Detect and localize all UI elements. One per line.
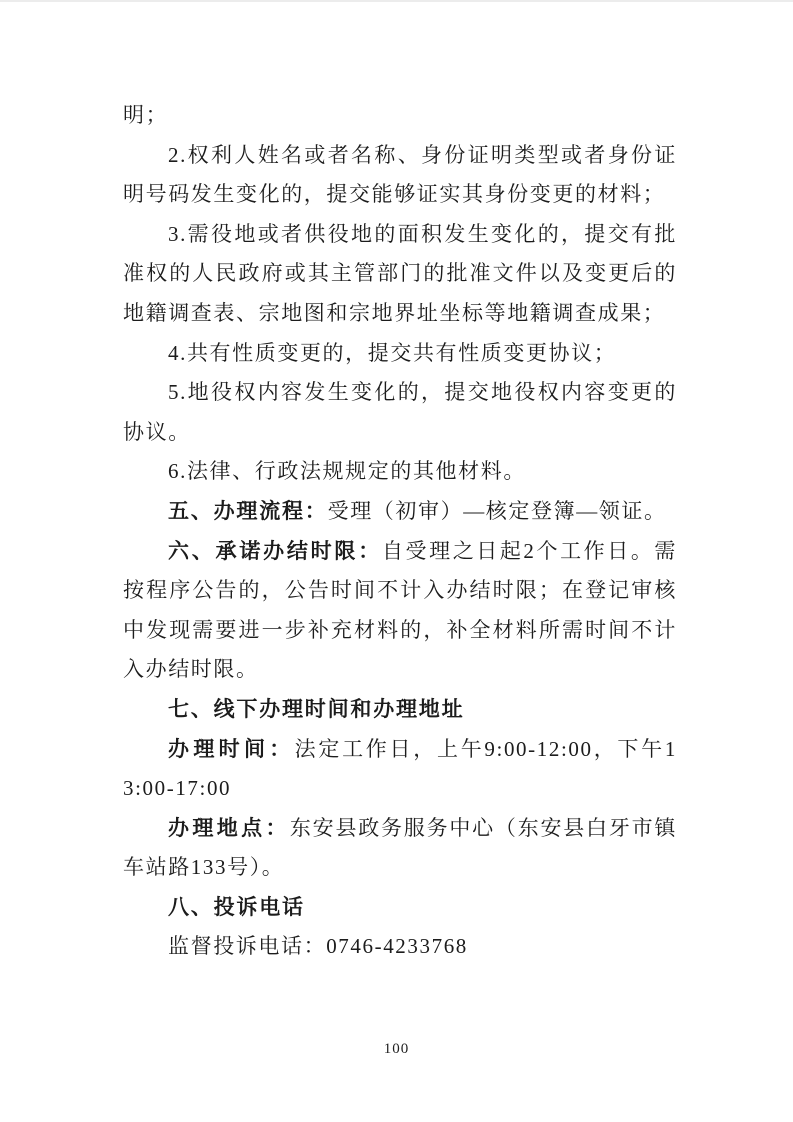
text-segment-normal: 2.权利人姓名或者名称、身份证明类型或者身份证明号码发生变化的，提交能够证实其身份变更的材料； xyxy=(123,142,677,207)
text-segment-normal: 3.需役地或者供役地的面积发生变化的，提交有批准权的人民政府或其主管部门的批准文件以及变更后的地籍调查表、宗地图和宗地界址坐标等地籍调查成果； xyxy=(123,221,677,325)
paragraph xyxy=(123,136,677,215)
text-segment-label: 办理地点： xyxy=(168,815,290,840)
text-segment-normal: 法定工作日，上午9:00-12:00，下午13:00-17:00 xyxy=(123,736,677,801)
text-segment-normal: 受理（初审）—核定登簿—领证。 xyxy=(327,498,667,523)
text-segment-normal: 4.共有性质变更的，提交共有性质变更协议； xyxy=(168,340,617,365)
paragraph xyxy=(123,927,677,967)
text-segment-label: 办理时间： xyxy=(168,736,295,761)
text-segment-normal: 明； xyxy=(123,103,169,127)
text-segment-heading: 七、线下办理时间和办理地址 xyxy=(168,697,465,721)
document-body xyxy=(123,96,677,967)
paragraph xyxy=(123,215,677,334)
paragraph xyxy=(123,690,677,730)
paragraph xyxy=(123,730,677,809)
text-segment-heading: 八、投诉电话 xyxy=(168,895,305,919)
paragraph xyxy=(123,96,677,136)
paragraph xyxy=(123,452,677,492)
text-segment-normal: 东安县政务服务中心（东安县白牙市镇车站路133号）。 xyxy=(123,815,677,880)
text-segment-normal: 监督投诉电话：0746-4233768 xyxy=(168,934,468,959)
paragraph xyxy=(123,334,677,374)
paragraph xyxy=(123,373,677,452)
page-number: 100 xyxy=(383,1041,410,1057)
text-segment-normal: 自受理之日起2个工作日。需按程序公告的，公告时间不计入办结时限；在登记审核中发现需要进一步补充材料的，补全材料所需时间不计入办结时限。 xyxy=(123,538,677,682)
text-segment-normal: 6.法律、行政法规规定的其他材料。 xyxy=(168,459,526,484)
text-segment-heading: 六、承诺办结时限： xyxy=(168,539,382,563)
paragraph xyxy=(123,809,677,888)
scan-edge-artifact xyxy=(0,0,793,2)
paragraph xyxy=(123,492,677,532)
text-segment-heading: 五、办理流程： xyxy=(168,499,328,523)
paragraph xyxy=(123,888,677,928)
paragraph xyxy=(123,532,677,690)
page-footer xyxy=(0,1040,793,1058)
text-segment-normal: 5.地役权内容发生变化的，提交地役权内容变更的协议。 xyxy=(123,380,677,444)
